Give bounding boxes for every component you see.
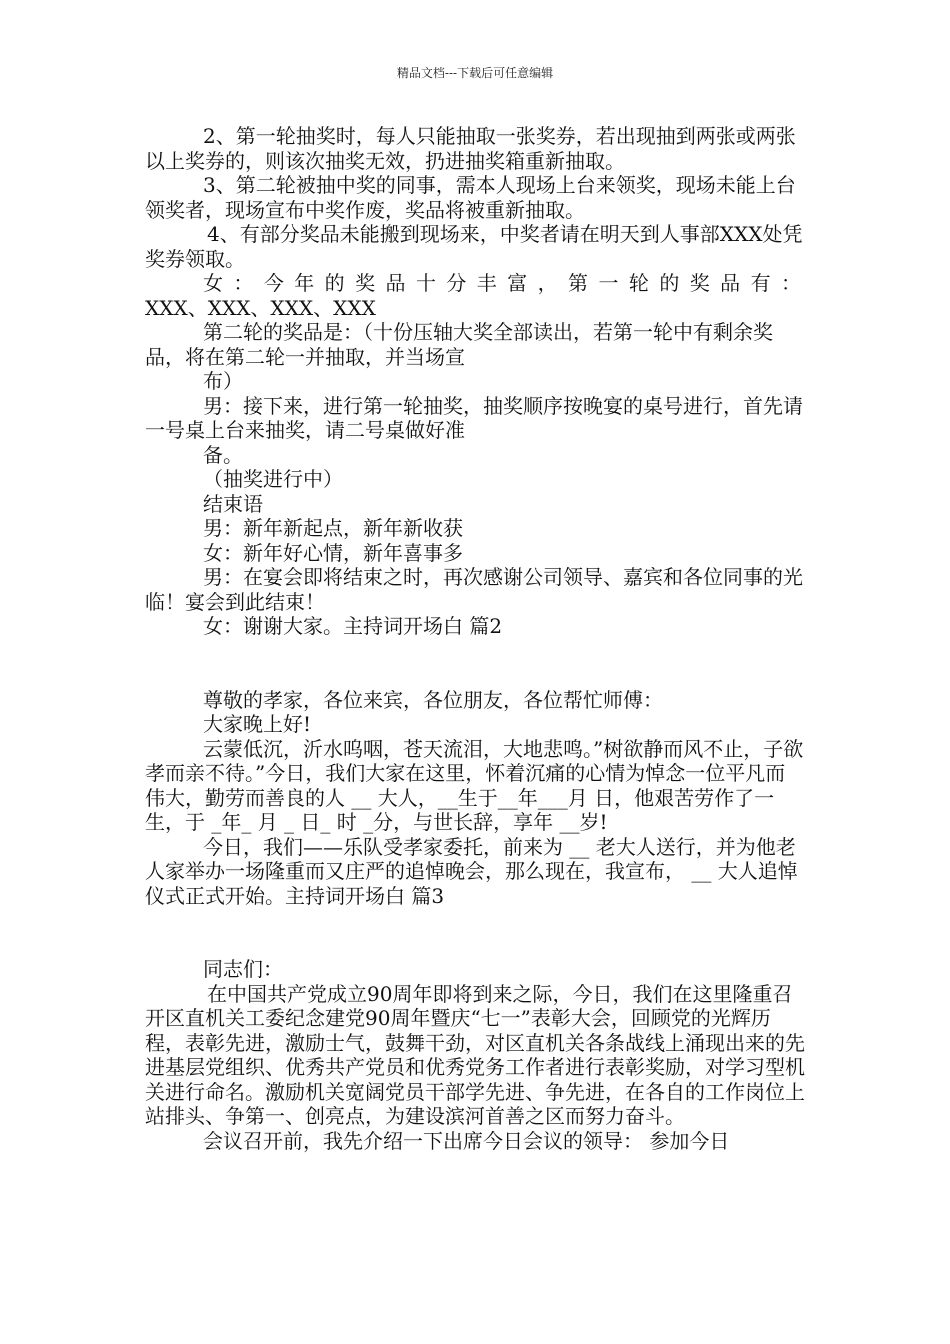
document-body — [145, 124, 805, 1153]
paragraph-prize-list: XXX、XXX、XXX、XXX — [145, 295, 376, 320]
paragraph-prizes-round2: 第二轮的奖品是：（十份压轴大奖全部读出，若第一轮中有剩余奖品，将在第二轮一并抽取，并当场宣 — [145, 320, 773, 369]
paragraph-closing-male-1: 男：新年新起点，新年新收获 — [203, 516, 463, 540]
section-gap — [145, 639, 805, 688]
paragraph-anniversary: 在中国共产党成立90周年即将到来之际，今日，我们在这里隆重召开区直机关工委纪念建党90周年暨庆“七一”表彰大会，回顾党的光辉历程，表彰先进，激励士气，鼓舞干劲，对区直机关各条战线上涌现出来的先进基层党组织、优秀共产党员和优秀党务工作者进行表彰奖励，对学习型机关进行命名。激励机关宽阔党员干部学先进、争先进，在各自的工作岗位上站排头、争第一、创亮点，为建设滨河首善之区而努力奋斗。 — [145, 981, 805, 1128]
paragraph-rule-2: 2、第一轮抽奖时，每人只能抽取一张奖券，若出现抽到两张或两张以上奖券的，则该次抽奖无效，扔进抽奖箱重新抽取。 — [145, 124, 796, 173]
paragraph-prizes-round1: 女：今年的奖品十分丰富，第一轮的奖品有： — [203, 271, 805, 295]
paragraph-closing-female-1: 女：新年好心情，新年喜事多 — [203, 540, 463, 565]
paragraph-draw-in-progress: （抽奖进行中） — [203, 467, 343, 491]
paragraph-prizes-round2-end: 布） — [203, 369, 243, 393]
paragraph-rule-3: 3、第二轮被抽中奖的同事，需本人现场上台来领奖，现场未能上台领奖者，现场宣布中奖作废，奖品将被重新抽取。 — [145, 173, 796, 222]
paragraph-rule-4: 4、有部分奖品未能搬到现场来，中奖者请在明天到人事部XXX处凭奖券领取。 — [145, 222, 803, 271]
paragraph-eulogy: 云蒙低沉，沂水呜咽，苍天流泪，大地悲鸣。”树欲静而风不止，子欲孝而亲不待。”今日，我们大家在这里，怀着沉痛的心情为悼念一位平凡而伟大，勤劳而善良的人 __ 大人，__生于__年___月 日，他艰苦劳作了一生，于 _年_ 月 _ 日_ 时 _分，与世长辞，享年 __岁! — [145, 736, 804, 834]
section-gap — [145, 908, 805, 957]
paragraph-draw-start-end: 备。 — [203, 442, 243, 467]
paragraph-introduce-leaders: 会议召开前，我先介绍一下出席今日会议的领导： 参加今日 — [203, 1128, 730, 1153]
paragraph-closing-title: 结束语 — [203, 491, 263, 516]
paragraph-greeting: 尊敬的孝家，各位来宾，各位朋友，各位帮忙师傅： — [203, 687, 663, 712]
paragraph-good-evening: 大家晚上好! — [203, 712, 312, 736]
paragraph-comrades: 同志们： — [203, 957, 283, 981]
paragraph-closing-female-2: 女：谢谢大家。主持词开场白 篇2 — [203, 614, 503, 638]
paragraph-closing-male-2: 男：在宴会即将结束之时，再次感谢公司领导、嘉宾和各位同事的光临！宴会到此结束！ — [145, 565, 803, 614]
paragraph-ceremony-start: 今日，我们——乐队受孝家委托，前来为 __ 老大人送行，并为他老人家举办一场隆重而又庄严的追悼晚会，那么现在，我宣布， __ 大人追悼仪式正式开始。主持词开场白 篇3 — [145, 834, 798, 908]
page-header: 精品文档---下载后可任意编辑 — [396, 66, 554, 80]
paragraph-draw-start: 男：接下来，进行第一轮抽奖，抽奖顺序按晚宴的桌号进行，首先请一号桌上台来抽奖，请二号桌做好准 — [145, 393, 803, 442]
